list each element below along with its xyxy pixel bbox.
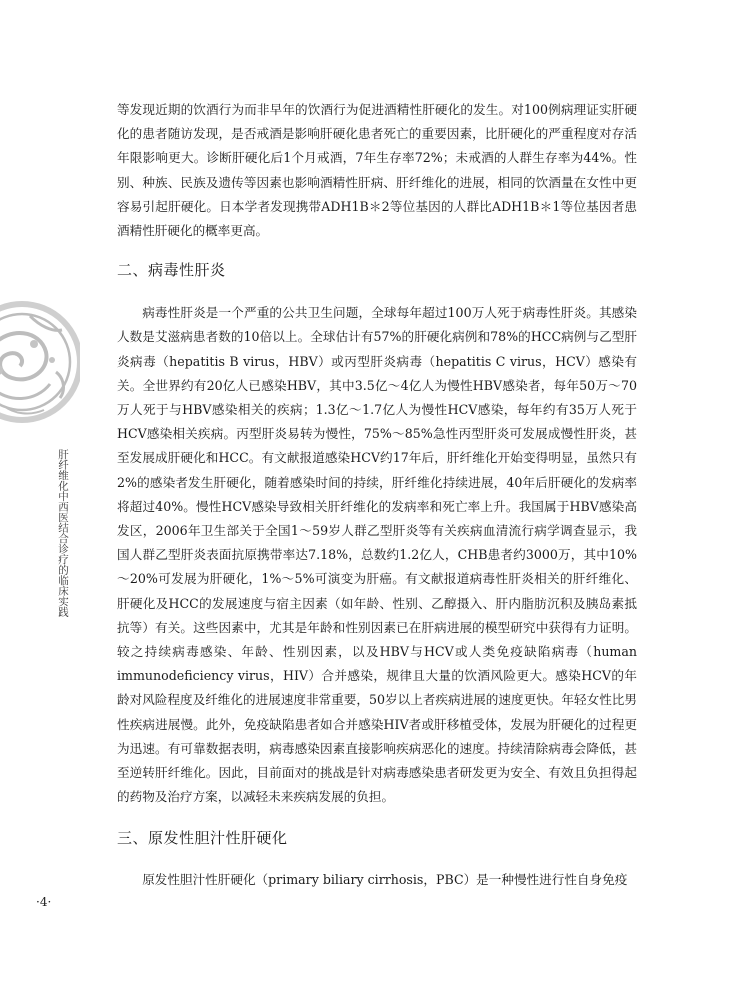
paragraph-pbc: 原发性胆汁性肝硬化（primary biliary cirrhosis，PBC）是一种慢性进行性自身免疫: [142, 872, 628, 888]
decorative-emblem-icon: [0, 286, 80, 446]
paragraph-alcohol-cirrhosis: 等发现近期的饮酒行为而非早年的饮酒行为促进酒精性肝硬化的发生。对100例病理证实肝硬化的患者随访发现，是否戒酒是影响肝硬化患者死亡的重要因素，比肝硬化的严重程度对存活年限影响更大。诊断肝硬化后1个月戒酒，7年生存率72%；未戒酒的人群生存率为44%。性别、种族、民族及遗传等因素也影响酒精性肝病、肝纤维化的进展，相同的饮酒量在女性中更容易引起肝硬化。日本学者发现携带ADH1B＊2等位基因的人群比ADH1B＊1等位基因者患酒精性肝硬化的概率更高。: [117, 102, 637, 239]
vertical-book-title: 肝纤维化中西医结合诊疗的临床实践: [57, 449, 69, 617]
section-heading-viral-hepatitis: 二、病毒性肝炎: [117, 261, 226, 280]
paragraph-viral-hepatitis: 病毒性肝炎是一个严重的公共卫生问题，全球每年超过100万人死于病毒性肝炎。其感染人数是艾滋病患者数的10倍以上。全球估计有57%的肝硬化病例和78%的HCC病例与乙型肝炎病毒（hepatitis B virus，HBV）或丙型肝炎病毒（hepatitis C virus，HCV）感染有关。全世界约有20亿人已感染HBV，其中3.5亿～4亿人为慢性HBV感染者，每年50万～70万人死于与HBV感染相关的疾病；1.3亿～1.7亿人为慢性HCV感染，每年约有35万人死于HCV感染相关疾病。丙型肝炎易转为慢性，75%～85%急性丙型肝炎可发展成慢性肝炎，甚至发展成肝硬化和HCC。有文献报道感染HCV约17年后，肝纤维化开始变得明显，虽然只有2%的感染者发生肝硬化，随着感染时间的持续，肝纤维化持续进展，40年后肝硬化的发病率将超过40%。慢性HCV感染导致相关肝纤维化的发病率和死亡率上升。我国属于HBV感染高发区，2006年卫生部关于全国1～59岁人群乙型肝炎等有关疾病血清流行病学调查显示，我国人群乙型肝炎表面抗原携带率达7.18%，总数约1.2亿人，CHB患者约3000万，其中10%～20%可发展为肝硬化，1%～5%可演变为肝癌。有文献报道病毒性肝炎相关的肝纤维化、肝硬化及HCC的发展速度与宿主因素（如年龄、性别、乙醇摄入、肝内脂肪沉积及胰岛素抵抗等）有关。这些因素中，尤其是年龄和性别因素已在肝病进展的模型研究中获得有力证明。较之持续病毒感染、年龄、性别因素，以及HBV与HCV或人类免疫缺陷病毒（human immunodeficiency virus，HIV）合并感染，规律且大量的饮酒风险更大。感染HCV的年龄对风险程度及纤维化的进展速度非常重要，50岁以上者疾病进展的速度更快。年轻女性比男性疾病进展慢。此外，免疫缺陷患者如合并感染HIV者或肝移植受体，发展为肝硬化的过程更为迅速。有可靠数据表明，病毒感染因素直接影响疾病恶化的速度。持续清除病毒会降低，甚至逆转肝纤维化。因此，目前面对的挑战是针对病毒感染患者研发更为安全、有效且负担得起的药物及治疗方案，以减轻未来疾病发展的负担。: [117, 305, 637, 805]
page-number: ·4·: [36, 895, 52, 909]
section-heading-pbc: 三、原发性胆汁性肝硬化: [117, 829, 288, 848]
main-text: [117, 98, 637, 893]
